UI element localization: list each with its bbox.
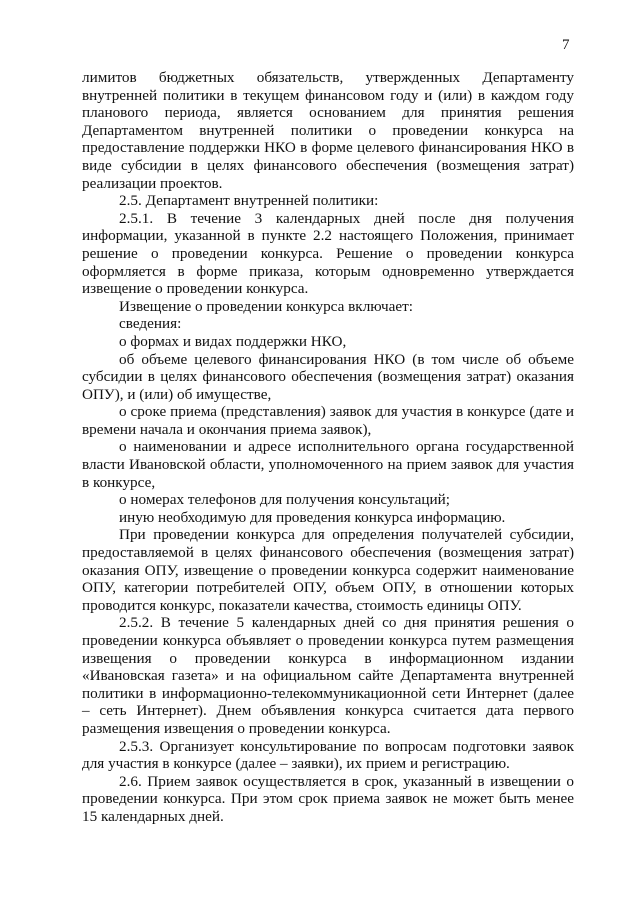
paragraph-support-forms: о формах и видах поддержки НКО, [119, 332, 347, 350]
paragraph-continued-limits: лимитов бюджетных обязательств, утвержденных Департаменту внутренней политики в текущем финансовом году и (или) в каждом году планового периода, является основанием для принятия решения Департаментом внутренней политики о проведении конкурса на предоставление поддержки НКО в форме целевого финансирования НКО в виде субсидии в целях финансового обеспечения (возмещения затрат) реализации проектов. [82, 69, 574, 192]
paragraph-2-6: 2.6. Прием заявок осуществляется в срок, указанный в извещении о проведении конкурса. При этом срок приема заявок не может быть менее 15 календарных дней. [82, 772, 574, 825]
document-body [82, 69, 574, 826]
paragraph-notice-includes: Извещение о проведении конкурса включает: [119, 297, 414, 315]
paragraph-funding-volume: об объеме целевого финансирования НКО (в том числе об объеме субсидии в целях финансового обеспечения (возмещения затрат) оказания ОПУ), и (или) об имуществе, [82, 350, 574, 403]
paragraph-subsidy-recipient-contest: При проведении конкурса для определения получателей субсидии, предоставляемой в целях финансового обеспечения (возмещения затрат) оказания ОПУ, извещение о проведении конкурса содержит наименование ОПУ, категории потребителей ОПУ, объем ОПУ, в отношении которых проводится конкурс, показатели качества, стоимость единицы ОПУ. [82, 526, 574, 614]
paragraph-other-information: иную необходимую для проведения конкурса информацию. [119, 508, 506, 526]
paragraph-application-deadline: о сроке приема (представления) заявок для участия в конкурсе (дате и времени начала и окончания приема заявок), [82, 403, 574, 438]
paragraph-authority-address: о наименовании и адресе исполнительного органа государственной власти Ивановской области, уполномоченного на прием заявок для участия в конкурсе, [82, 438, 574, 491]
page-number: 7 [562, 37, 570, 53]
paragraph-information: сведения: [119, 315, 182, 333]
paragraph-2-5-1: 2.5.1. В течение 3 календарных дней после дня получения информации, указанной в пункте 2.2 настоящего Положения, принимает решение о проведении конкурса. Решение о проведении конкурса оформляется в форме приказа, которым одновременно утверждается извещение о проведении конкурса. [82, 209, 574, 298]
paragraph-2-5-heading: 2.5. Департамент внутренней политики: [119, 192, 379, 210]
paragraph-2-5-3: 2.5.3. Организует консультирование по вопросам подготовки заявок для участия в конкурсе (далее – заявки), их прием и регистрацию. [82, 737, 574, 773]
paragraph-phone-numbers: о номерах телефонов для получения консультаций; [119, 491, 450, 509]
paragraph-2-5-2: 2.5.2. В течение 5 календарных дней со дня принятия решения о проведении конкурса объявляет о проведении конкурса путем размещения извещения о проведении конкурса в информационном издании «Ивановская газета» и на официальном сайте Департамента внутренней политики в информационно-телекоммуникационной сети Интернет (далее – сеть Интернет). Днем объявления конкурса считается дата первого размещения извещения о проведении конкурса. [82, 614, 574, 737]
